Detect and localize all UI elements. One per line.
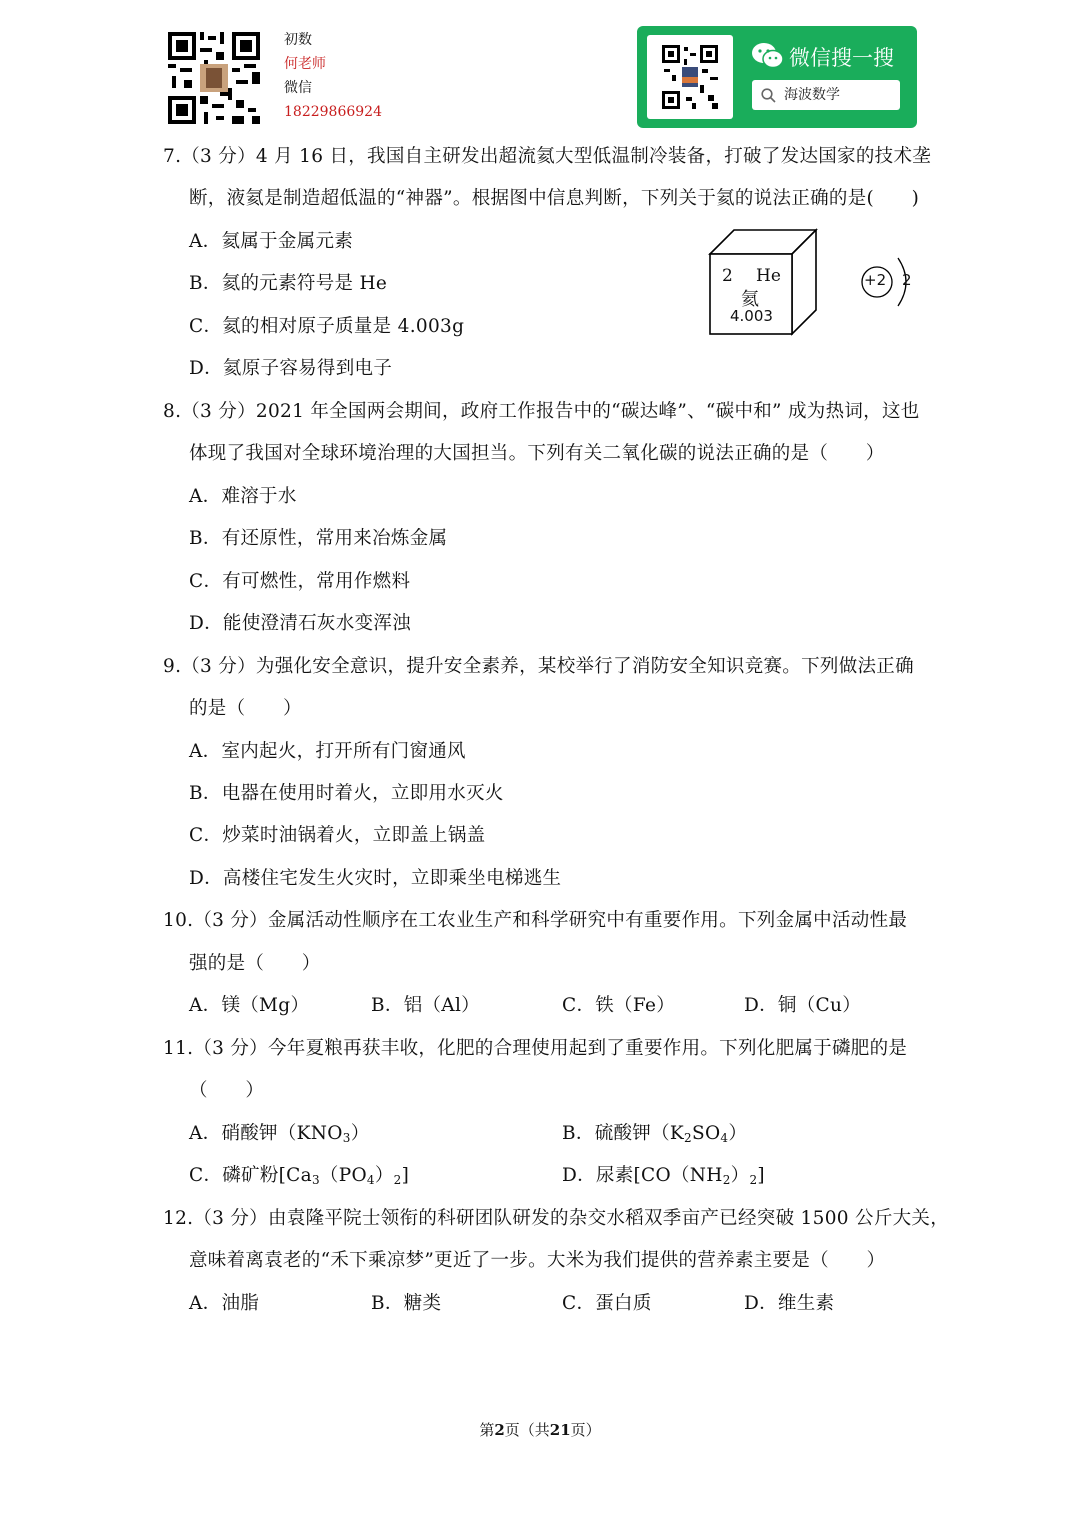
footer-middle: 页（共 <box>504 1421 550 1439</box>
question-7-option-d: D．氦原子容易得到电子 <box>189 358 393 379</box>
question-10-line-2: 强的是（ ） <box>189 953 321 974</box>
question-9-option-d: D．高楼住宅发生火灾时，立即乘坐电梯逃生 <box>189 868 562 889</box>
page-footer <box>0 1419 1080 1440</box>
question-7-option-a: A．氦属于金属元素 <box>189 231 354 252</box>
wechat-logo-icon <box>751 42 785 70</box>
question-11-option-d: D．尿素$[CO(NH_2)_2]$ <box>562 1165 765 1187</box>
question-12-line-1: 12.（3 分）由袁隆平院士领衔的科研团队研发的杂交水稻双季亩产已经突破 1500 公斤大关， <box>163 1208 950 1229</box>
question-8-option-a: A．难溶于水 <box>189 486 297 507</box>
qr-code-right <box>647 35 733 119</box>
contact-label-2: 微信 <box>284 80 312 96</box>
wechat-search-input[interactable] <box>752 80 900 110</box>
question-12-option-b: B．糖类 <box>371 1293 442 1314</box>
question-12-option-a: A．油脂 <box>189 1293 260 1314</box>
question-12-option-d: D．维生素 <box>744 1293 835 1314</box>
question-11-option-b: B．硫酸钾$(K_2SO_4)$ <box>562 1123 748 1145</box>
footer-suffix: 页） <box>570 1421 601 1439</box>
contact-info <box>284 28 382 124</box>
question-8-line-1: 8.（3 分）2021 年全国两会期间，政府工作报告中的“碳达峰”、“碳中和” 成为热词，这也 <box>163 401 920 422</box>
question-9-line-2: 的是（ ） <box>189 698 302 719</box>
element-symbol: He <box>756 266 781 286</box>
question-7-option-c: C．氦的相对原子质量是 4.003g <box>189 316 465 337</box>
question-7-line-2: 断，液氦是制造超低温的“神器”。根据图中信息判断，下列关于氦的说法正确的是( ) <box>189 188 920 209</box>
nucleus-charge: +2 <box>864 271 887 289</box>
question-10-option-d: D．铜（Cu） <box>744 995 862 1016</box>
question-8-option-b: B．有还原性，常用来冶炼金属 <box>189 528 448 549</box>
search-text: 海波数学 <box>784 87 840 103</box>
helium-element-cube <box>708 228 820 336</box>
question-11-option-a: A．硝酸钾$(KNO_3)$ <box>189 1123 370 1145</box>
question-11-line-2: （ ） <box>189 1080 265 1101</box>
question-11-option-c: C．磷矿粉$[Ca_3(PO_4)_2]$ <box>189 1165 410 1187</box>
footer-prefix: 第 <box>479 1421 495 1439</box>
search-icon <box>761 88 776 103</box>
question-8-line-2: 体现了我国对全球环境治理的大国担当。下列有关二氧化碳的说法正确的是（ ） <box>189 443 885 464</box>
total-pages: 21 <box>549 1421 571 1439</box>
question-10-option-b: B．铝（Al） <box>371 995 480 1016</box>
question-9-option-b: B．电器在使用时着火，立即用水灭火 <box>189 783 504 804</box>
element-name: 氦 <box>741 289 759 310</box>
question-12-line-2: 意味着离袁老的“禾下乘凉梦”更近了一步。大米为我们提供的营养素主要是（ ） <box>189 1250 886 1271</box>
question-7-option-b: B．氦的元素符号是 He <box>189 273 388 294</box>
contact-label-1: 初数 <box>284 32 312 48</box>
question-10-option-c: C．铁（Fe） <box>562 995 676 1016</box>
phone-number: 18229866924 <box>284 104 382 120</box>
question-9-line-1: 9.（3 分）为强化安全意识，提升安全素养，某校举行了消防安全知识竞赛。下列做法正确 <box>163 656 914 677</box>
helium-atom-diagram <box>858 254 918 310</box>
question-12-option-c: C．蛋白质 <box>562 1293 652 1314</box>
qr-code-left <box>168 32 260 124</box>
question-11-line-1: 11.（3 分）今年夏粮再获丰收，化肥的合理使用起到了重要作用。下列化肥属于磷肥的是 <box>163 1038 908 1059</box>
question-8-option-c: C．有可燃性，常用作燃料 <box>189 571 411 592</box>
question-8-option-d: D．能使澄清石灰水变浑浊 <box>189 613 411 634</box>
wechat-search-title: 微信搜一搜 <box>789 46 894 70</box>
teacher-name: 何老师 <box>284 56 326 72</box>
electron-count: 2 <box>902 271 912 289</box>
current-page: 2 <box>494 1421 505 1439</box>
atomic-mass: 4.003 <box>730 307 773 325</box>
atomic-number: 2 <box>722 266 733 286</box>
question-9-option-c: C．炒菜时油锅着火，立即盖上锅盖 <box>189 825 486 846</box>
wechat-search-banner[interactable] <box>637 26 917 128</box>
question-9-option-a: A．室内起火，打开所有门窗通风 <box>189 741 466 762</box>
question-10-option-a: A．镁（Mg） <box>189 995 310 1016</box>
question-10-line-1: 10.（3 分）金属活动性顺序在工农业生产和科学研究中有重要作用。下列金属中活动性最 <box>163 910 908 931</box>
question-7-line-1: 7.（3 分）4 月 16 日，我国自主研发出超流氦大型低温制冷装备，打破了发达国家的技术垄 <box>163 146 932 167</box>
